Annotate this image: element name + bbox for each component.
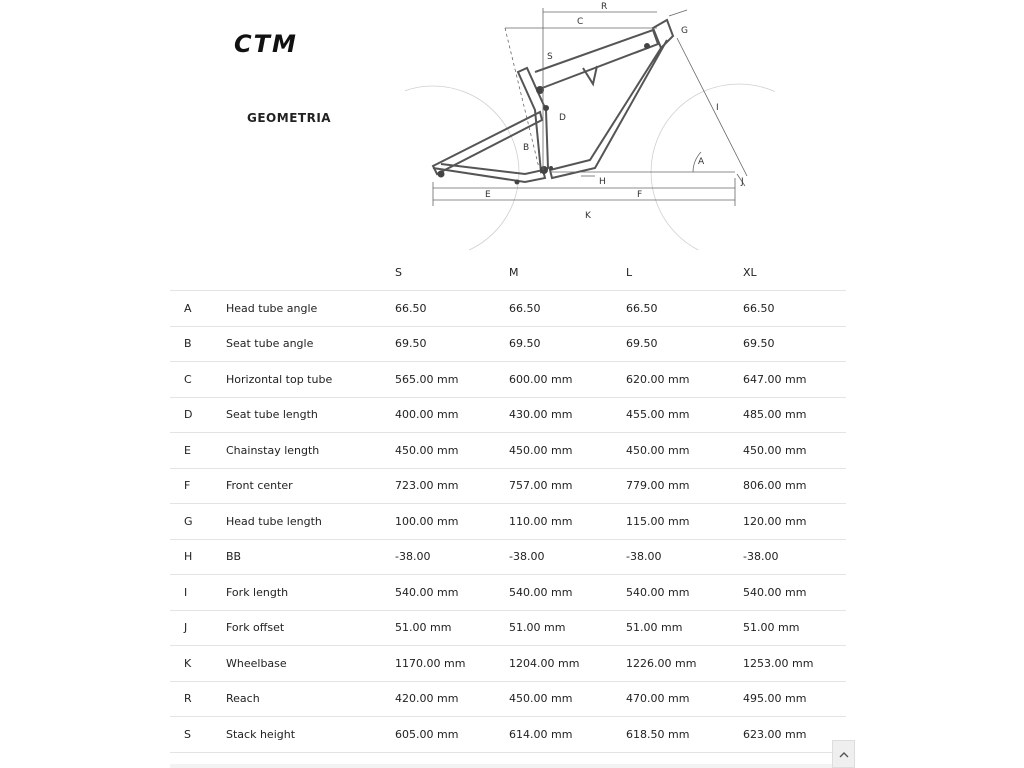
value-l: 51.00 mm [626,621,683,635]
value-s: 605.00 mm [395,727,459,741]
label-s: S [547,52,553,62]
value-m: 1204.00 mm [509,656,580,670]
label-h: H [599,177,606,187]
label-e: E [485,190,491,200]
table-row [170,291,846,327]
row-key: E [184,443,191,457]
table-row [170,433,846,469]
frame-outline [433,20,673,182]
rear-wheel-outline [405,86,519,250]
value-xl: 806.00 mm [743,479,807,493]
value-s: 540.00 mm [395,585,459,599]
table-row [170,540,846,576]
value-m: -38.00 [509,550,545,564]
value-s: 51.00 mm [395,621,452,635]
label-i: I [716,103,719,113]
value-xl: 495.00 mm [743,692,807,706]
value-l: -38.00 [626,550,662,564]
value-l: 620.00 mm [626,372,690,386]
value-m: 51.00 mm [509,621,566,635]
value-s: 66.50 [395,301,427,315]
value-s: 723.00 mm [395,479,459,493]
label-a: A [698,157,705,167]
row-name: Chainstay length [226,443,320,457]
row-name: BB [226,550,242,564]
row-name: Seat tube angle [226,337,314,351]
ctm-logo [232,30,358,58]
value-s: 100.00 mm [395,514,459,528]
column-header-s: S [395,266,402,279]
row-name: Wheelbase [226,656,287,670]
table-header-row [170,255,846,291]
row-key: A [184,301,192,315]
value-xl: 51.00 mm [743,621,800,635]
table-row [170,504,846,540]
value-l: 618.50 mm [626,727,690,741]
value-s: 69.50 [395,337,427,351]
row-name: Seat tube length [226,408,318,422]
value-xl: 623.00 mm [743,727,807,741]
row-name: Head tube angle [226,301,318,315]
value-xl: 69.50 [743,337,775,351]
table-row [170,646,846,682]
row-name: Front center [226,479,293,493]
value-s: 1170.00 mm [395,656,466,670]
value-m: 110.00 mm [509,514,573,528]
table-row [170,717,846,753]
value-m: 66.50 [509,301,541,315]
chevron-up-icon [839,751,849,758]
column-header-xl: XL [743,266,757,279]
label-b: B [523,143,530,153]
value-xl: -38.00 [743,550,779,564]
value-m: 430.00 mm [509,408,573,422]
value-xl: 540.00 mm [743,585,807,599]
value-l: 779.00 mm [626,479,690,493]
value-l: 115.00 mm [626,514,690,528]
value-xl: 66.50 [743,301,775,315]
value-s: -38.00 [395,550,431,564]
row-name: Stack height [226,727,296,741]
row-key: H [184,550,193,564]
value-l: 450.00 mm [626,443,690,457]
value-m: 757.00 mm [509,479,573,493]
value-l: 66.50 [626,301,658,315]
dimension-lines [433,8,747,206]
row-key: J [184,621,188,635]
value-l: 69.50 [626,337,658,351]
row-key: I [184,585,188,599]
value-s: 450.00 mm [395,443,459,457]
value-xl: 120.00 mm [743,514,807,528]
label-c: C [577,17,584,27]
row-key: C [184,372,192,386]
value-xl: 1253.00 mm [743,656,814,670]
label-j: J [741,177,744,187]
value-xl: 647.00 mm [743,372,807,386]
label-r: R [601,2,608,12]
table-row [170,575,846,611]
column-header-m: M [509,266,519,279]
row-key: G [184,514,193,528]
table-row [170,682,846,718]
logo-text: CTM [234,30,298,58]
row-name: Reach [226,692,260,706]
value-s: 420.00 mm [395,692,459,706]
geometry-table [170,255,846,753]
value-l: 470.00 mm [626,692,690,706]
value-xl: 450.00 mm [743,443,807,457]
value-l: 540.00 mm [626,585,690,599]
column-header-l: L [626,266,633,279]
row-key: F [184,479,191,493]
value-s: 565.00 mm [395,372,459,386]
label-g: G [681,26,688,36]
value-m: 450.00 mm [509,692,573,706]
row-key: K [184,656,192,670]
label-k: K [585,211,591,221]
row-key: S [184,727,191,741]
row-name: Fork length [226,585,289,599]
value-m: 450.00 mm [509,443,573,457]
value-m: 69.50 [509,337,541,351]
value-m: 540.00 mm [509,585,573,599]
table-row [170,611,846,647]
row-key: R [184,692,192,706]
value-l: 1226.00 mm [626,656,697,670]
label-f: F [637,190,643,200]
table-row [170,469,846,505]
value-xl: 485.00 mm [743,408,807,422]
table-bottom-shade [170,764,846,768]
row-name: Horizontal top tube [226,372,333,386]
label-d: D [559,113,566,123]
row-name: Fork offset [226,621,285,635]
geometry-diagram [405,0,775,250]
table-row [170,398,846,434]
value-l: 455.00 mm [626,408,690,422]
scroll-to-top-button[interactable] [832,740,855,768]
value-m: 600.00 mm [509,372,573,386]
table-row [170,327,846,363]
row-key: D [184,408,193,422]
row-name: Head tube length [226,514,322,528]
value-m: 614.00 mm [509,727,573,741]
row-key: B [184,337,192,351]
table-row [170,362,846,398]
section-title: GEOMETRIA [247,111,332,125]
value-s: 400.00 mm [395,408,459,422]
